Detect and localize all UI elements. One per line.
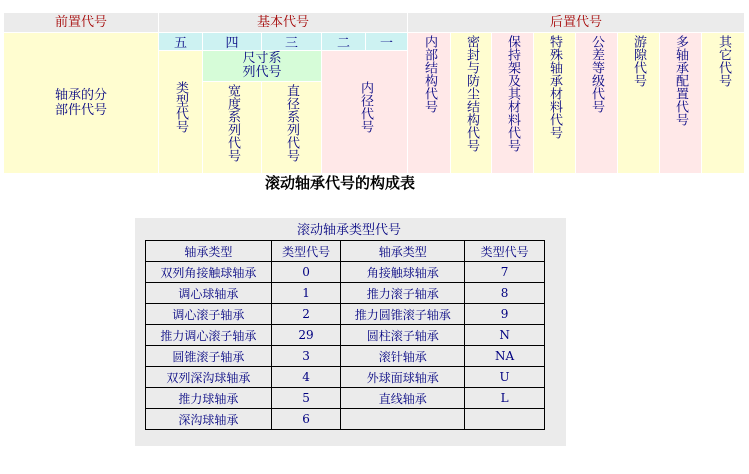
bearing-type-code: 8 — [465, 283, 545, 304]
column-header: 类型代号 — [271, 241, 341, 262]
post-item-label: 保持架及其材料代号 — [505, 35, 520, 152]
bearing-type-name: 推力球轴承 — [146, 388, 272, 409]
bearing-type-code: NA — [465, 346, 545, 367]
post-item-label: 多轴承配置代号 — [673, 35, 688, 126]
position-5: 五 — [159, 33, 202, 50]
diameter-series-label: 直径系列代号 — [284, 84, 299, 162]
post-item-special-material — [534, 33, 575, 173]
bearing-type-code: 29 — [271, 325, 341, 346]
width-series-cell — [203, 82, 261, 173]
bearing-type-name — [341, 409, 465, 430]
table-caption: 滚动轴承代号的构成表 — [264, 174, 415, 192]
position-4: 四 — [203, 33, 261, 50]
position-2: 二 — [322, 33, 365, 50]
header-basic-code: 基本代号 — [159, 13, 407, 32]
bearing-type-code: 4 — [271, 367, 341, 388]
bore-code-cell — [322, 51, 407, 173]
column-header: 轴承类型 — [146, 241, 272, 262]
post-item-label: 游隙代号 — [631, 35, 646, 87]
post-item-seal — [451, 33, 491, 173]
bearing-type-code: 6 — [271, 409, 341, 430]
post-item-label: 内部结构代号 — [422, 35, 437, 113]
size-series-label: 尺寸系 列代号 — [242, 51, 282, 80]
post-item-label: 密封与防尘结构代号 — [464, 35, 479, 152]
bearing-type-name: 调心滚子轴承 — [146, 304, 272, 325]
bearing-type-name: 深沟球轴承 — [146, 409, 272, 430]
bearing-type-table-title: 滚动轴承类型代号 — [296, 223, 401, 238]
type-code-cell — [159, 51, 202, 173]
header-pre-code: 前置代号 — [4, 13, 158, 32]
bearing-type-code: 3 — [271, 346, 341, 367]
bearing-type-name: 推力调心滚子轴承 — [146, 325, 272, 346]
diameter-series-cell — [262, 82, 321, 173]
post-item-label: 公差等级代号 — [589, 35, 604, 113]
bore-code-label: 内径代号 — [358, 81, 373, 133]
bearing-type-name: 圆锥滚子轴承 — [146, 346, 272, 367]
component-code-label: 轴承的分 部件代号 — [54, 88, 107, 118]
bearing-type-name: 圆柱滚子轴承 — [341, 325, 465, 346]
table-row — [146, 367, 545, 388]
post-item-internal-structure — [408, 33, 450, 173]
position-1: 一 — [366, 33, 407, 50]
position-3: 三 — [262, 33, 321, 50]
bearing-type-code: U — [465, 367, 545, 388]
bearing-type-name: 双列角接触球轴承 — [146, 262, 272, 283]
post-item-label: 其它代号 — [716, 35, 731, 87]
bearing-type-name: 双列深沟球轴承 — [146, 367, 272, 388]
component-code-cell — [4, 33, 158, 173]
bearing-type-code: L — [465, 388, 545, 409]
bearing-type-code: 2 — [271, 304, 341, 325]
header-post-code: 后置代号 — [408, 13, 744, 32]
post-item-other — [702, 33, 744, 173]
bearing-type-table-panel — [135, 218, 566, 446]
post-item-clearance — [618, 33, 659, 173]
table-row — [146, 304, 545, 325]
column-header: 类型代号 — [465, 241, 545, 262]
bearing-type-name: 调心球轴承 — [146, 283, 272, 304]
table-row — [146, 388, 545, 409]
bearing-type-name: 滚针轴承 — [341, 346, 465, 367]
bearing-type-code: 5 — [271, 388, 341, 409]
table-row — [146, 283, 545, 304]
bearing-type-table — [145, 240, 545, 430]
bearing-type-name: 外球面球轴承 — [341, 367, 465, 388]
post-item-cage — [492, 33, 533, 173]
post-item-label: 特殊轴承材料代号 — [547, 35, 562, 139]
bearing-type-name: 角接触球轴承 — [341, 262, 465, 283]
table-row — [146, 262, 545, 283]
bearing-type-code: 7 — [465, 262, 545, 283]
size-series-cell — [203, 51, 321, 81]
bearing-type-name: 推力滚子轴承 — [341, 283, 465, 304]
table-row — [146, 409, 545, 430]
type-code-label: 类型代号 — [173, 81, 188, 133]
post-item-tolerance — [576, 33, 617, 173]
bearing-type-code: 9 — [465, 304, 545, 325]
bearing-type-code — [465, 409, 545, 430]
table-row — [146, 325, 545, 346]
table-header-row — [146, 241, 545, 262]
bearing-type-code: 1 — [271, 283, 341, 304]
table-row — [146, 346, 545, 367]
width-series-label: 宽度系列代号 — [225, 84, 240, 162]
bearing-type-code: 0 — [271, 262, 341, 283]
post-item-multi-bearing — [660, 33, 701, 173]
bearing-type-name: 直线轴承 — [341, 388, 465, 409]
bearing-type-code: N — [465, 325, 545, 346]
bearing-type-name: 推力圆锥滚子轴承 — [341, 304, 465, 325]
column-header: 轴承类型 — [341, 241, 465, 262]
